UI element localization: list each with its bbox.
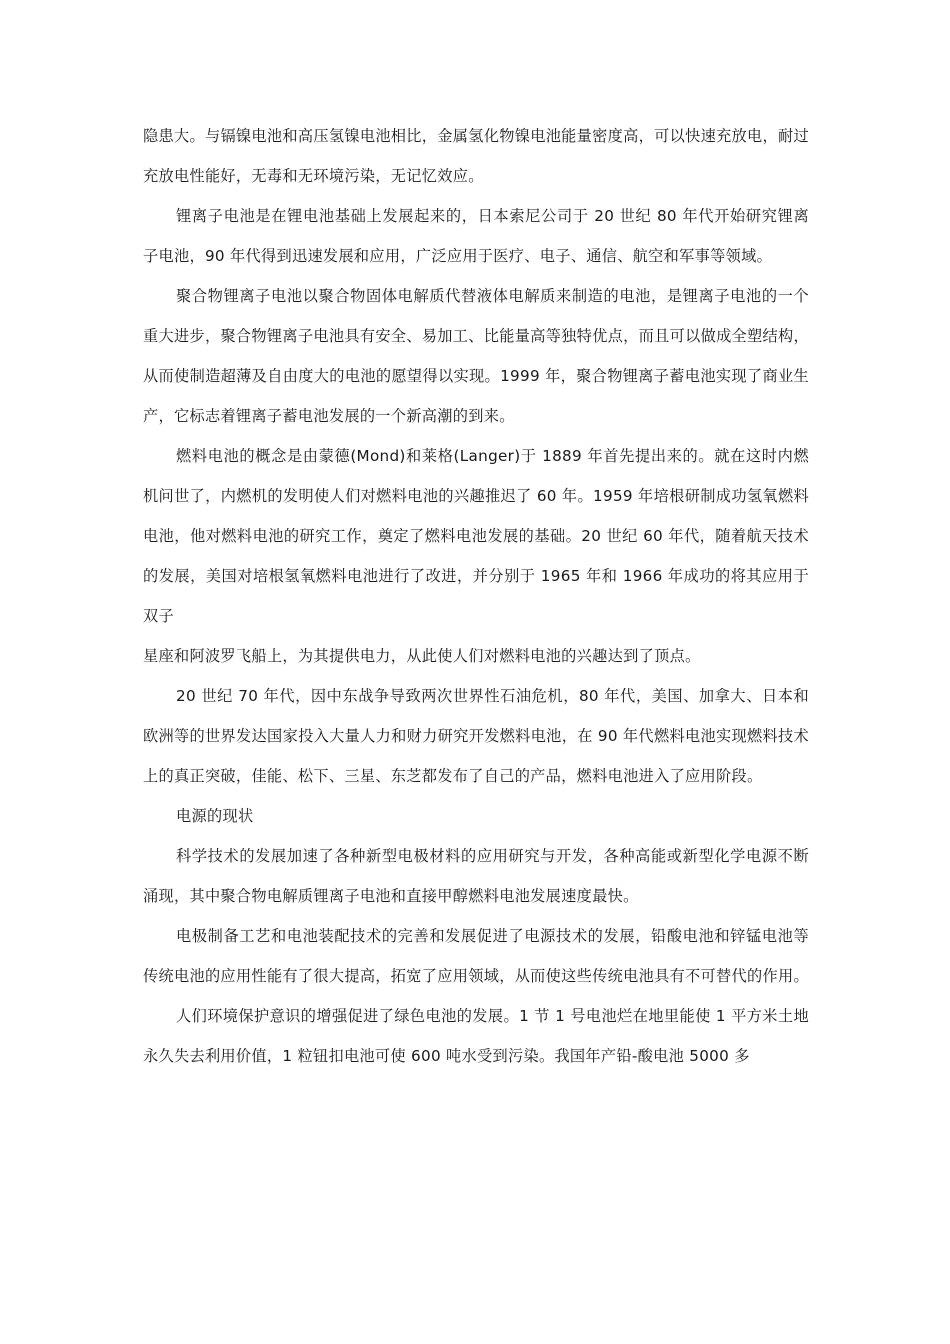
paragraph-fuel-cell-history: 燃料电池的概念是由蒙德(Mond)和莱格(Langer)于 1889 年首先提出来的。就在这时内燃机问世了，内燃机的发明使人们对燃料电池的兴趣推迟了 60 年。1959 年培根研制成功氢氧燃料电池，他对燃料电池的研究工作，奠定了燃料电池发展的基础。20 世纪 60 年代，随着航天技术的发展，美国对培根氢氧燃料电池进行了改进，并分别于 1965 年和 1966 年成功的将其应用于双子 <box>143 447 809 625</box>
paragraph-polymer-lithium-ion: 聚合物锂离子电池以聚合物固体电解质代替液体电解质来制造的电池，是锂离子电池的一个重大进步，聚合物锂离子电池具有安全、易加工、比能量高等独特优点，而且可以做成全塑结构，从而使制造超薄及自由度大的电池的愿望得以实现。1999 年，聚合物锂离子蓄电池实现了商业生产，它标志着锂离子蓄电池发展的一个新高潮的到来。 <box>143 287 809 425</box>
paragraph-lithium-ion: 锂离子电池是在锂电池基础上发展起来的，日本索尼公司于 20 世纪 80 年代开始研究锂离子电池，90 年代得到迅速发展和应用，广泛应用于医疗、电子、通信、航空和军事等领域。 <box>143 207 809 265</box>
paragraph-fuel-cell-1970s: 20 世纪 70 年代，因中东战争导致两次世界性石油危机，80 年代，美国、加拿大、日本和欧洲等的世界发达国家投入大量人力和财力研究开发燃料电池，在 90 年代燃料电池实现燃料技术上的真正突破，佳能、松下、三星、东芝都发布了自己的产品，燃料电池进入了应用阶段。 <box>143 687 809 785</box>
paragraph-fuel-cell-continued: 星座和阿波罗飞船上，为其提供电力，从此使人们对燃料电池的兴趣达到了顶点。 <box>143 647 701 665</box>
document-body <box>143 116 809 1076</box>
section-heading-power-status: 电源的现状 <box>176 807 254 825</box>
paragraph-nimh-advantages: 隐患大。与镉镍电池和高压氢镍电池相比，金属氢化物镍电池能量密度高，可以快速充放电，耐过充放电性能好，无毒和无环境污染，无记忆效应。 <box>143 127 809 185</box>
paragraph-electrode-process: 电极制备工艺和电池装配技术的完善和发展促进了电源技术的发展，铅酸电池和锌锰电池等传统电池的应用性能有了很大提高，拓宽了应用领域，从而使这些传统电池具有不可替代的作用。 <box>143 927 809 985</box>
paragraph-green-battery: 人们环境保护意识的增强促进了绿色电池的发展。1 节 1 号电池烂在地里能使 1 平方米土地永久失去利用价值，1 粒钮扣电池可使 600 吨水受到污染。我国年产铅-酸电池 5000 多 <box>143 1007 809 1065</box>
paragraph-new-materials: 科学技术的发展加速了各种新型电极材料的应用研究与开发，各种高能或新型化学电源不断涌现，其中聚合物电解质锂离子电池和直接甲醇燃料电池发展速度最快。 <box>143 847 809 905</box>
